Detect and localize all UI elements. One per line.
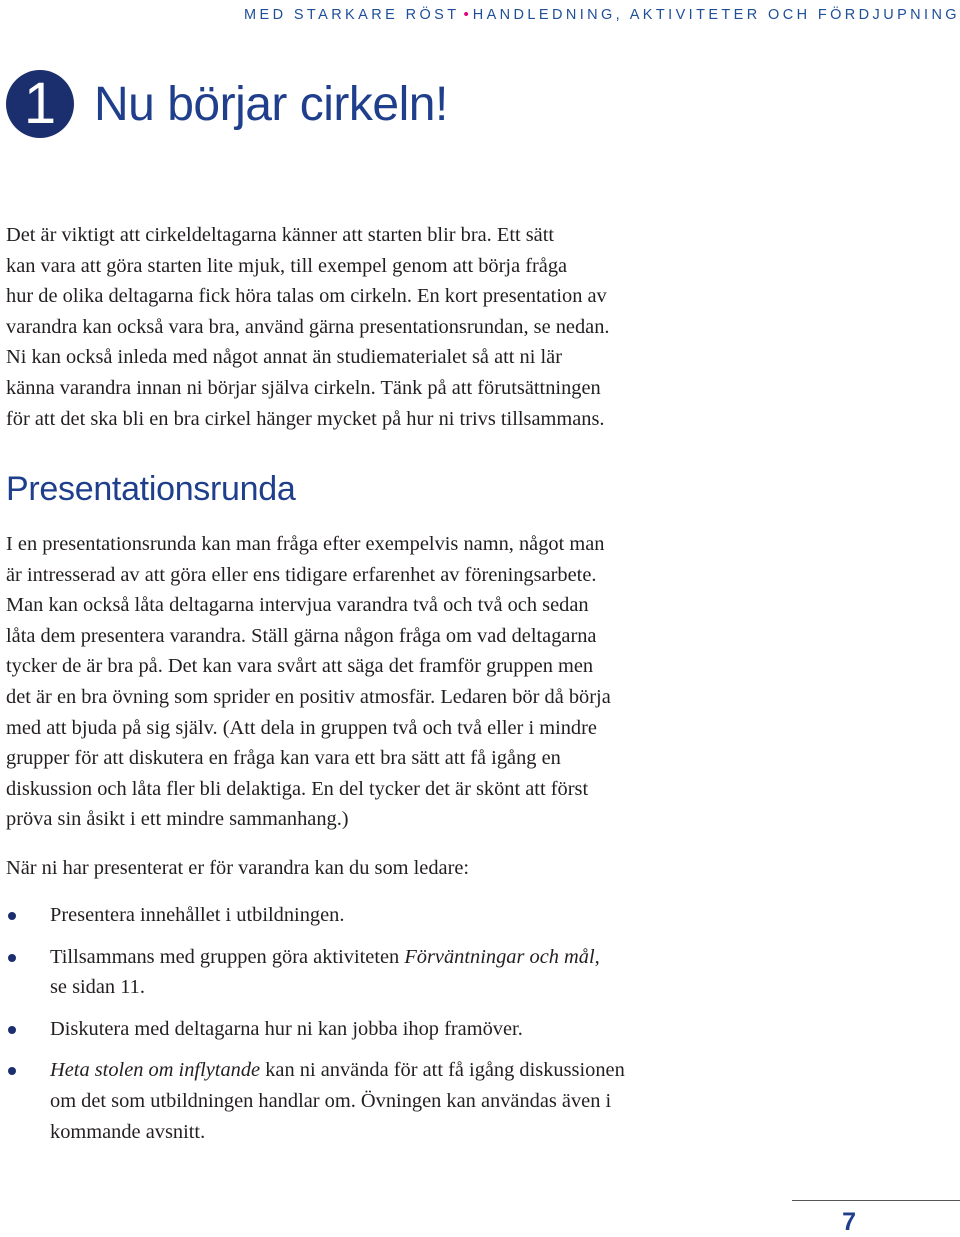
list-item	[6, 900, 931, 931]
section-line: Man kan också låta deltagarna intervjua varandra två och två och sedan	[6, 594, 589, 617]
section-line: tycker de är bra på. Det kan vara svårt att säga det framför gruppen men	[6, 655, 594, 678]
leader-intro-paragraph: När ni har presenterat er för varandra kan du som ledare:	[6, 857, 470, 879]
section-line: är intresserad av att göra eller ens tidigare erfarenhet av föreningsarbete.	[6, 563, 597, 586]
list-item-text: kommande avsnitt.	[50, 1120, 206, 1143]
list-item-text: Presentera innehållet i utbildningen.	[50, 904, 345, 926]
bullet-icon	[8, 1067, 16, 1075]
intro-line: varandra kan också vara bra, använd gärna presentationsrundan, se nedan.	[6, 315, 610, 338]
section-line: grupper för att diskutera en fråga kan vara ett bra sätt att få igång en	[6, 747, 561, 770]
running-header-part1: MED STARKARE RÖST	[244, 7, 460, 23]
running-header-part2: HANDLEDNING, AKTIVITETER OCH FÖRDJUPNING	[472, 7, 960, 23]
list-item	[6, 942, 931, 1003]
section-line: I en presentationsrunda kan man fråga efter exempelvis namn, något man	[6, 533, 605, 555]
list-item	[6, 1055, 931, 1147]
list-item-text: kan ni använda för att få igång diskussionen	[260, 1059, 625, 1082]
section-line: med att bjuda på sig själv. (Att dela in gruppen två och två eller i mindre	[6, 716, 597, 739]
section-line: låta dem presentera varandra. Ställ gärna någon fråga om vad deltagarna	[6, 624, 597, 647]
activity-title: Förväntningar och mål	[404, 945, 595, 968]
running-header	[20, 6, 960, 23]
section-line: det är en bra övning som sprider en positiv atmosfär. Ledaren bör då börja	[6, 685, 611, 708]
activity-title: Heta stolen om inflytande	[50, 1059, 261, 1082]
chapter-number-badge: 1	[6, 70, 74, 138]
running-header-separator: •	[463, 6, 469, 23]
list-item-text: Tillsammans med gruppen göra aktiviteten	[50, 945, 405, 968]
intro-line: för att det ska bli en bra cirkel hänger mycket på hur ni trivs tillsammans.	[6, 407, 605, 430]
section-line: pröva sin åsikt i ett mindre sammanhang.)	[6, 808, 349, 831]
bullet-icon	[8, 1026, 16, 1034]
list-item-text: om det som utbildningen handlar om. Övningen kan användas även i	[50, 1089, 612, 1112]
list-item-text: se sidan 11.	[50, 976, 145, 999]
list-item	[6, 1014, 931, 1045]
leader-task-list	[6, 900, 931, 1159]
list-item-text: ,	[594, 945, 600, 968]
chapter-title	[6, 70, 448, 138]
intro-line: Ni kan också inleda med något annat än studiematerialet så att ni lär	[6, 346, 563, 369]
intro-line: hur de olika deltagarna fick höra talas om cirkeln. En kort presentation av	[6, 285, 607, 308]
intro-line: kan vara att göra starten lite mjuk, till exempel genom att börja fråga	[6, 254, 568, 277]
chapter-heading: Nu börjar cirkeln!	[94, 77, 448, 131]
bullet-icon	[8, 954, 16, 962]
intro-paragraph	[6, 220, 931, 434]
footer-rule	[792, 1200, 960, 1201]
section-line: diskussion och låta fler bli delaktiga. En del tycker det är skönt att först	[6, 777, 589, 800]
page-number: 7	[842, 1208, 856, 1236]
bullet-icon	[8, 912, 16, 920]
list-item-text: Diskutera med deltagarna hur ni kan jobba ihop framöver.	[50, 1017, 523, 1040]
section-heading: Presentationsrunda	[6, 470, 296, 508]
intro-line: Det är viktigt att cirkeldeltagarna känner att starten blir bra. Ett sätt	[6, 224, 555, 246]
intro-line: känna varandra innan ni börjar själva cirkeln. Tänk på att förutsättningen	[6, 376, 601, 399]
section-paragraph	[6, 529, 931, 835]
